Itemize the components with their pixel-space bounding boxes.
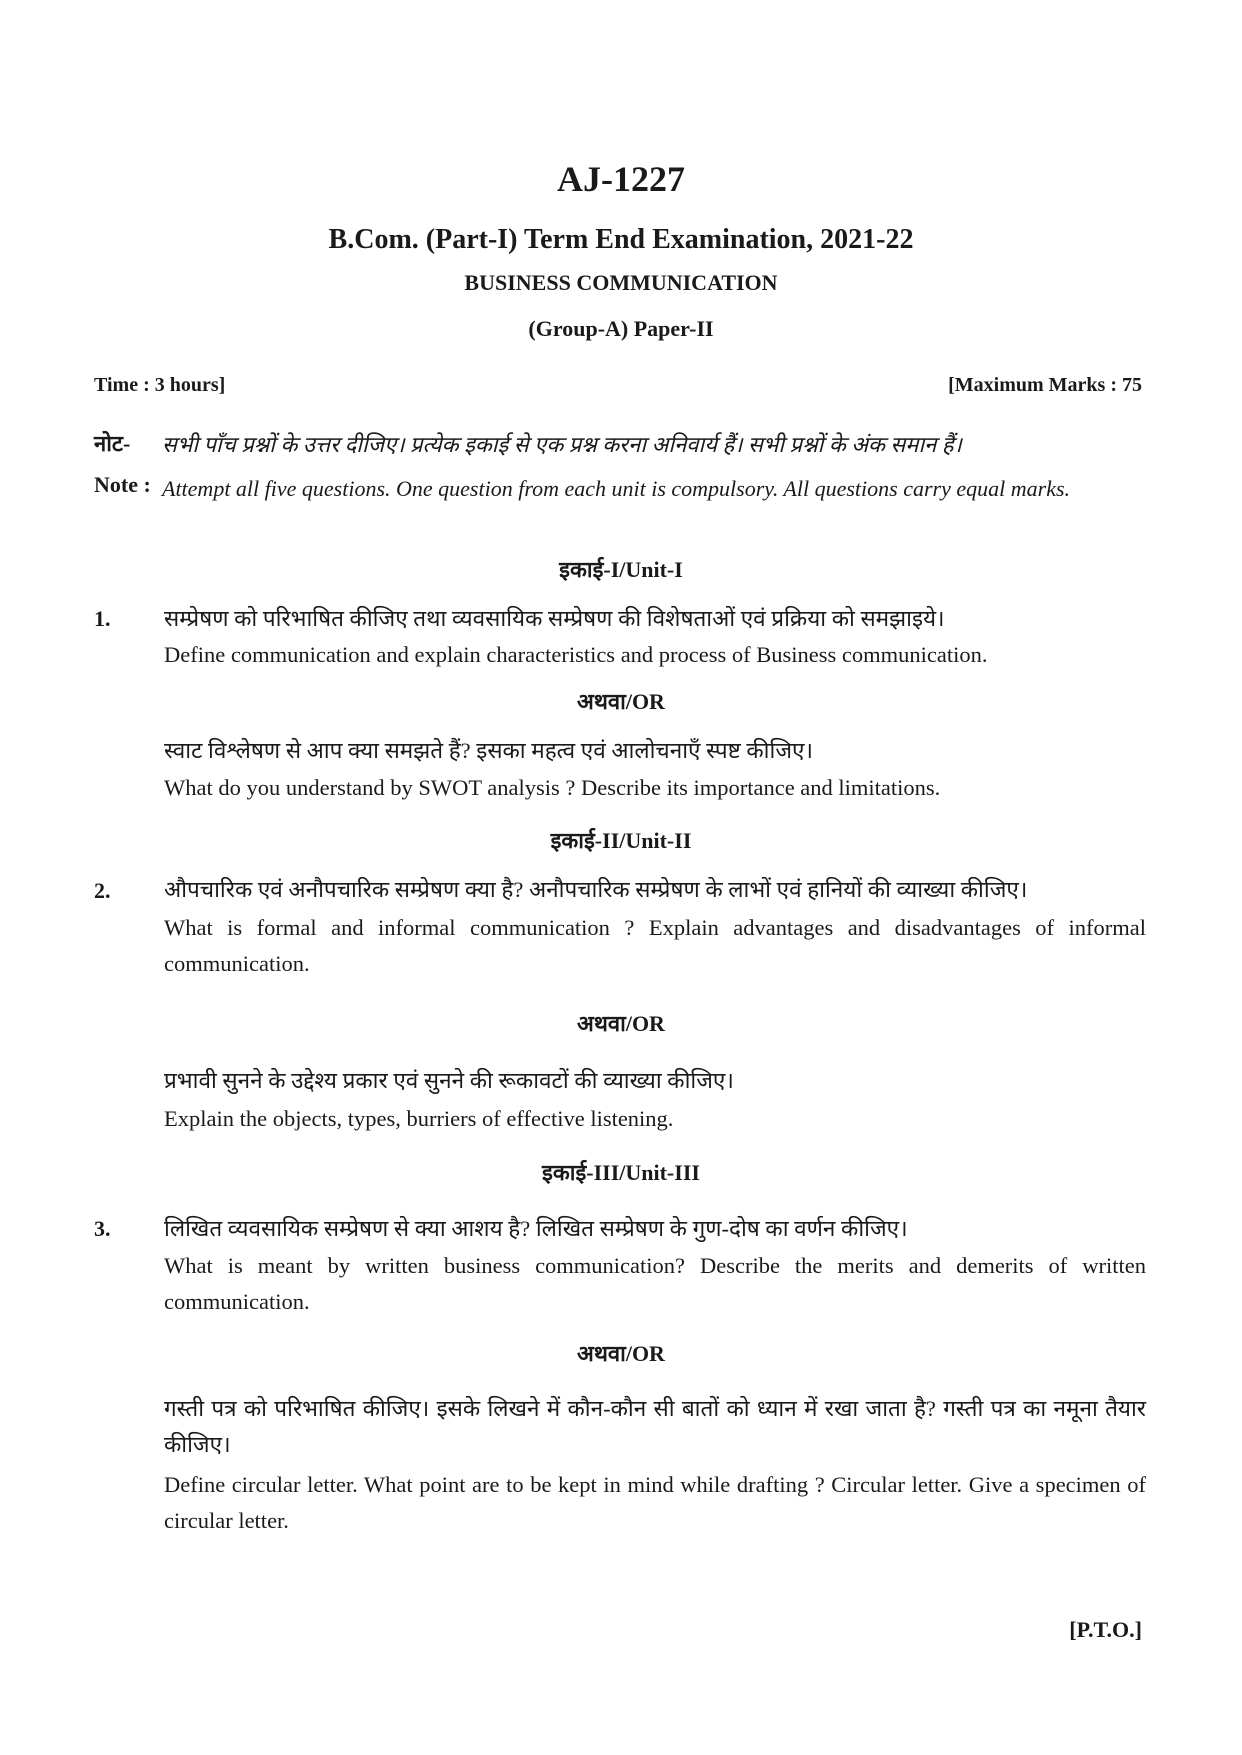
alternative-question-english: What do you understand by SWOT analysis ? Describe its importance and limitations. — [164, 775, 941, 800]
alternative-question-hindi: स्वाट विश्लेषण से आप क्या समझते हैं? इसका महत्व एवं आलोचनाएँ स्पष्ट कीजिए। — [164, 738, 813, 763]
question-hindi: औपचारिक एवं अनौपचारिक सम्प्रेषण क्या है? अनौपचारिक सम्प्रेषण के लाभों एवं हानियों की व्याख्या कीजिए। — [164, 877, 1028, 902]
question-hindi: लिखित व्यवसायिक सम्प्रेषण से क्या आशय है? लिखित सम्प्रेषण के गुण-दोष का वर्णन कीजिए। — [164, 1216, 908, 1241]
alternative-question-english: Explain the objects, types, burriers of effective listening. — [164, 1106, 674, 1131]
subject-title: BUSINESS COMMUNICATION — [464, 270, 778, 295]
alternative-question-hindi: गस्ती पत्र को परिभाषित कीजिए। इसके लिखने में कौन-कौन सी बातों को ध्यान में रखा जाता है? गस्ती पत्र का नमूना तैयार कीजिए। — [164, 1396, 1146, 1457]
time-allowed: Time : 3 hours] — [94, 374, 226, 396]
note-text-english: Attempt all five questions. One question from each unit is compulsory. All questions carry equal marks. — [162, 476, 1071, 501]
note-label-english: Note : — [94, 472, 151, 497]
question-hindi: सम्प्रेषण को परिभाषित कीजिए तथा व्यवसायिक सम्प्रेषण की विशेषताओं एवं प्रक्रिया को समझाइये। — [164, 606, 945, 631]
question-number: 1. — [94, 606, 111, 631]
group-paper: (Group-A) Paper-II — [528, 316, 714, 341]
alternative-question-hindi: प्रभावी सुनने के उद्देश्य प्रकार एवं सुनने की रूकावटों की व्याख्या कीजिए। — [164, 1068, 734, 1093]
or-separator: अथवा/OR — [577, 1011, 665, 1036]
please-turn-over: [P.T.O.] — [1069, 1617, 1142, 1642]
unit-heading: इकाई-III/Unit-III — [542, 1160, 700, 1185]
question-english: Define communication and explain characteristics and process of Business communication. — [164, 642, 988, 667]
unit-heading: इकाई-II/Unit-II — [550, 828, 692, 853]
note-text-hindi: सभी पाँच प्रश्नों के उत्तर दीजिए। प्रत्येक इकाई से एक प्रश्न करना अनिवार्य हैं। सभी प्रश्नों के अंक समान हैं। — [162, 432, 962, 457]
question-english: What is meant by written business communication? Describe the merits and demerits of written communication. — [164, 1253, 1146, 1314]
question-english: What is formal and informal communication ? Explain advantages and disadvantages of informal communication. — [164, 915, 1146, 976]
maximum-marks: [Maximum Marks : 75 — [948, 374, 1142, 396]
exam-title: B.Com. (Part-I) Term End Examination, 2021-22 — [328, 224, 914, 255]
unit-heading: इकाई-I/Unit-I — [559, 557, 683, 582]
alternative-question-english: Define circular letter. What point are to be kept in mind while drafting ? Circular letter. Give a specimen of circular letter. — [164, 1472, 1146, 1533]
or-separator: अथवा/OR — [577, 1341, 665, 1366]
or-separator: अथवा/OR — [577, 689, 665, 714]
note-label-hindi: नोट- — [94, 431, 131, 456]
paper-code: AJ-1227 — [557, 159, 685, 199]
question-number: 2. — [94, 878, 111, 903]
question-number: 3. — [94, 1216, 111, 1241]
